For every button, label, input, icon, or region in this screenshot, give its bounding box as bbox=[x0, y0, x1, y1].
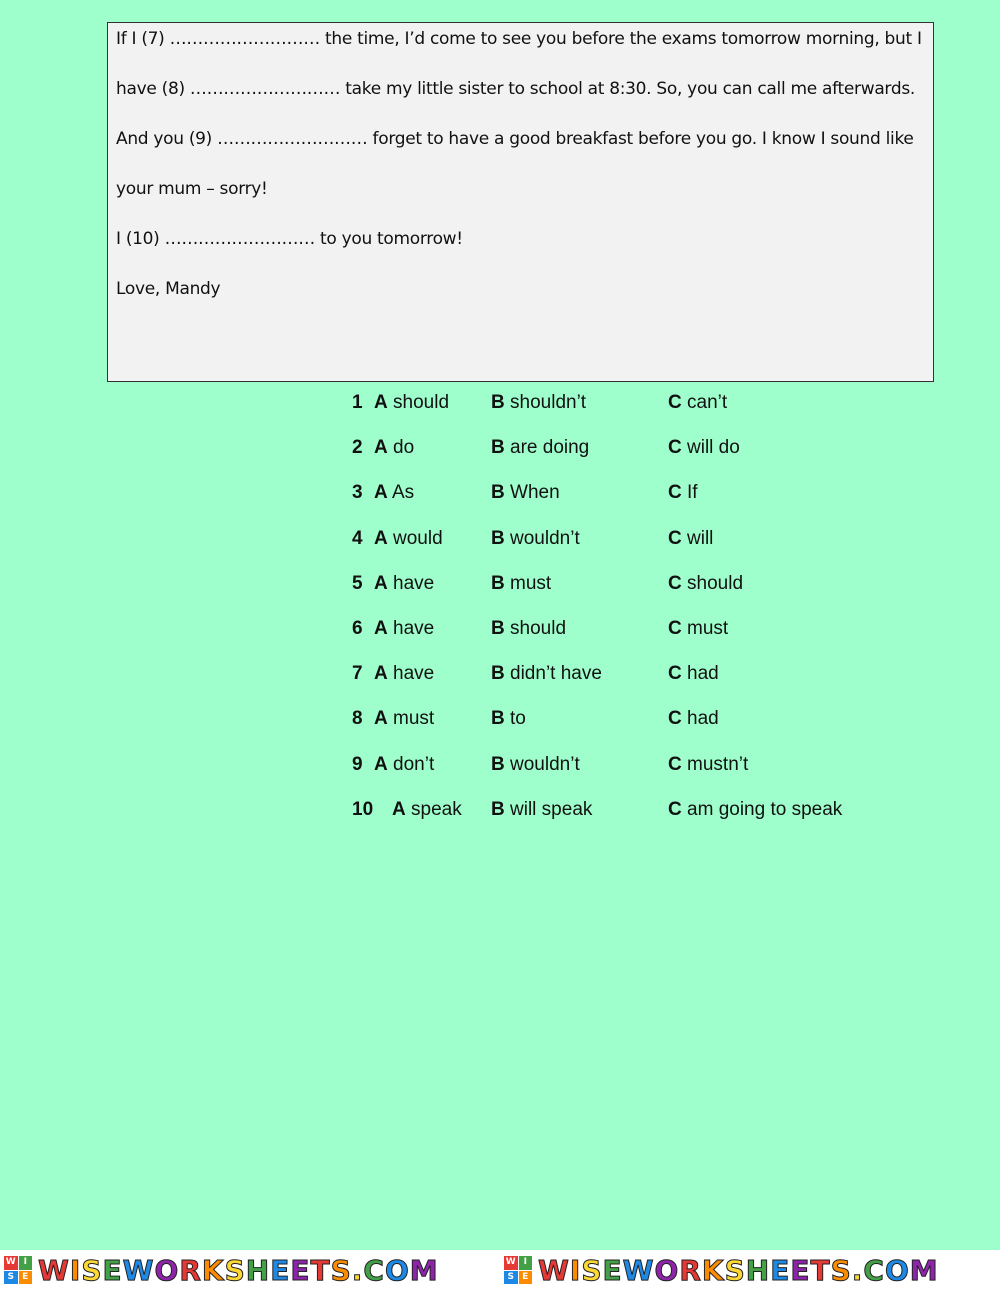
option-text: have bbox=[393, 663, 435, 685]
option-letter: B bbox=[491, 753, 505, 775]
question-number: 8 bbox=[352, 708, 363, 730]
brand-text: WISEWORKSHEETS.COM bbox=[538, 1253, 939, 1287]
option-text: As bbox=[391, 482, 415, 504]
option-a[interactable] bbox=[374, 482, 414, 504]
option-text: should bbox=[510, 617, 567, 639]
option-text: must bbox=[687, 617, 729, 639]
option-a[interactable] bbox=[374, 754, 434, 776]
option-text: must bbox=[393, 708, 435, 730]
option-text: had bbox=[687, 663, 719, 685]
option-text: will bbox=[687, 527, 714, 549]
option-text: have bbox=[393, 572, 435, 594]
option-a[interactable] bbox=[374, 437, 414, 459]
option-text: am going to speak bbox=[687, 798, 843, 820]
option-letter: C bbox=[668, 572, 682, 594]
letter-text-box bbox=[107, 22, 934, 382]
footer-watermark bbox=[0, 1250, 1000, 1291]
option-text: mustn’t bbox=[687, 753, 749, 775]
option-text: wouldn’t bbox=[510, 753, 580, 775]
option-letter: B bbox=[491, 527, 505, 549]
logo-letter: E bbox=[519, 1271, 533, 1285]
option-letter: B bbox=[491, 708, 505, 730]
option-b[interactable] bbox=[491, 392, 586, 414]
option-letter: C bbox=[668, 708, 682, 730]
option-text: shouldn’t bbox=[510, 392, 587, 413]
option-a[interactable] bbox=[374, 573, 434, 595]
option-text: to bbox=[510, 708, 526, 730]
option-c[interactable] bbox=[668, 437, 740, 459]
option-b[interactable] bbox=[491, 437, 589, 459]
option-b[interactable] bbox=[491, 573, 551, 595]
option-text: should bbox=[393, 392, 450, 413]
option-text: must bbox=[510, 572, 552, 594]
option-letter: A bbox=[374, 753, 388, 775]
option-text: If bbox=[687, 482, 698, 504]
question-number: 9 bbox=[352, 753, 363, 775]
option-c[interactable] bbox=[668, 573, 743, 595]
option-text: are doing bbox=[510, 437, 590, 459]
option-text: When bbox=[510, 482, 560, 504]
option-text: had bbox=[687, 708, 719, 730]
letter-line-4: your mum – sorry! bbox=[116, 179, 268, 199]
option-text: should bbox=[687, 572, 744, 594]
question-number: 6 bbox=[352, 617, 363, 639]
option-letter: C bbox=[668, 482, 682, 504]
option-letter: C bbox=[668, 437, 682, 459]
question-number: 10 bbox=[352, 798, 374, 820]
option-letter: A bbox=[374, 617, 388, 639]
letter-line-5: I (10) ……………………… to you tomorrow! bbox=[116, 229, 463, 249]
option-text: speak bbox=[411, 798, 462, 820]
letter-line-3: And you (9) ……………………… forget to have a good breakfast before you go. I know I sound like bbox=[116, 129, 914, 149]
option-a[interactable] bbox=[374, 708, 434, 730]
option-b[interactable] bbox=[491, 528, 580, 550]
option-letter: A bbox=[374, 708, 388, 730]
option-text: don’t bbox=[393, 753, 435, 775]
option-letter: B bbox=[491, 482, 505, 504]
option-letter: C bbox=[668, 663, 682, 685]
logo-letter: I bbox=[519, 1256, 533, 1270]
option-letter: B bbox=[491, 572, 505, 594]
option-a[interactable] bbox=[392, 799, 462, 821]
option-letter: A bbox=[374, 527, 388, 549]
option-c[interactable] bbox=[668, 708, 719, 730]
option-a[interactable] bbox=[374, 528, 443, 550]
question-number: 2 bbox=[352, 437, 363, 459]
letter-signoff: Love, Mandy bbox=[116, 279, 221, 299]
option-letter: C bbox=[668, 798, 682, 820]
letter-line-1: If I (7) ……………………… the time, I’d come to see you before the exams tomorrow morning, but I bbox=[116, 29, 922, 49]
brand-text: WISEWORKSHEETS.COM bbox=[38, 1253, 439, 1287]
option-c[interactable] bbox=[668, 754, 748, 776]
option-c[interactable] bbox=[668, 528, 713, 550]
brand-logo-icon bbox=[4, 1256, 32, 1284]
option-b[interactable] bbox=[491, 618, 566, 640]
option-letter: A bbox=[374, 663, 388, 685]
option-b[interactable] bbox=[491, 799, 592, 821]
option-letter: B bbox=[491, 437, 505, 459]
option-letter: C bbox=[668, 617, 682, 639]
option-text: will do bbox=[687, 437, 740, 459]
logo-letter: E bbox=[19, 1271, 33, 1285]
option-c[interactable] bbox=[668, 392, 727, 414]
logo-letter: W bbox=[4, 1256, 18, 1270]
option-letter: C bbox=[668, 527, 682, 549]
option-a[interactable] bbox=[374, 618, 434, 640]
brand-logo-icon bbox=[504, 1256, 532, 1284]
option-c[interactable] bbox=[668, 618, 728, 640]
option-text: wouldn’t bbox=[510, 527, 580, 549]
option-b[interactable] bbox=[491, 754, 580, 776]
option-letter: B bbox=[491, 663, 505, 685]
letter-line-2: have (8) ……………………… take my little sister to school at 8:30. So, you can call me afterwards. bbox=[116, 79, 915, 99]
logo-letter: I bbox=[19, 1256, 33, 1270]
logo-letter: S bbox=[504, 1271, 518, 1285]
option-letter: C bbox=[668, 753, 682, 775]
option-letter: A bbox=[374, 437, 388, 459]
question-number: 5 bbox=[352, 572, 363, 594]
option-text: didn’t have bbox=[510, 663, 602, 685]
option-text: will speak bbox=[510, 798, 593, 820]
option-b[interactable] bbox=[491, 482, 560, 504]
option-text: have bbox=[393, 617, 435, 639]
brand-watermark-2 bbox=[504, 1254, 939, 1286]
logo-letter: S bbox=[4, 1271, 18, 1285]
option-b[interactable] bbox=[491, 708, 526, 730]
option-text: would bbox=[393, 527, 443, 549]
option-a[interactable] bbox=[374, 663, 434, 685]
question-number: 4 bbox=[352, 527, 363, 549]
option-letter: A bbox=[392, 798, 406, 820]
option-a[interactable] bbox=[374, 392, 449, 414]
option-letter: A bbox=[374, 392, 388, 413]
option-c[interactable] bbox=[668, 663, 719, 685]
option-letter: A bbox=[374, 572, 388, 594]
option-letter: B bbox=[491, 617, 505, 639]
option-c[interactable] bbox=[668, 482, 698, 504]
option-b[interactable] bbox=[491, 663, 602, 685]
question-number: 7 bbox=[352, 663, 363, 685]
brand-watermark-1 bbox=[4, 1254, 439, 1286]
option-letter: A bbox=[374, 482, 388, 504]
option-letter: C bbox=[668, 392, 682, 413]
option-c[interactable] bbox=[668, 799, 842, 821]
question-number: 1 bbox=[352, 392, 363, 413]
option-letter: B bbox=[491, 392, 505, 413]
logo-letter: W bbox=[504, 1256, 518, 1270]
option-text: do bbox=[393, 437, 415, 459]
option-text: can’t bbox=[687, 392, 728, 413]
question-number: 3 bbox=[352, 482, 363, 504]
option-letter: B bbox=[491, 798, 505, 820]
